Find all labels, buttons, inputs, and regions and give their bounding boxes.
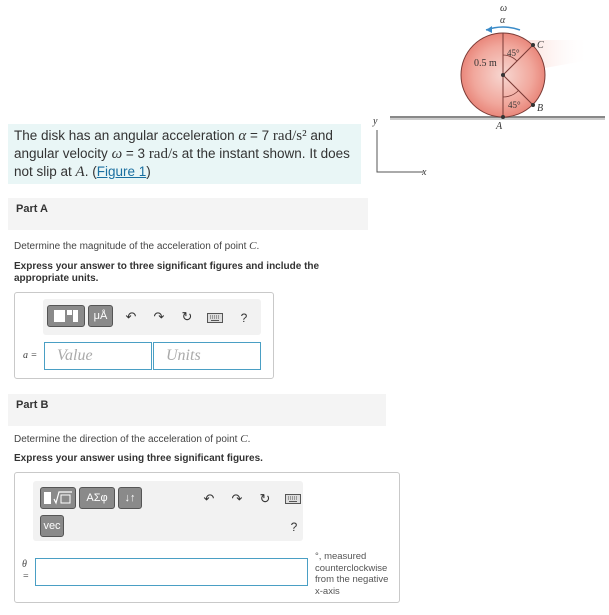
part-b-title: Part B	[16, 399, 49, 411]
help-button[interactable]: ?	[290, 520, 298, 534]
keyboard-icon[interactable]	[207, 313, 223, 323]
part-a-question: Determine the magnitude of the acceleration of point C.	[14, 240, 260, 252]
templates-icon	[53, 309, 79, 323]
theta-equals: =	[23, 571, 29, 582]
axis-y-label: y	[373, 116, 378, 127]
part-b-question: Determine the direction of the acceleration of point C.	[14, 433, 251, 445]
part-a-instruction: Express your answer to three significant figures and include the appropriate units.	[14, 261, 320, 284]
alpha-label: α	[500, 15, 506, 26]
point-b-label: B	[537, 103, 544, 114]
problem-statement: The disk has an angular acceleration α = 7 rad/s² and angular velocity ω = 3 rad/s at the instant shown. It does not slip at A. (Figure 1)	[8, 124, 361, 184]
acc-unit: rad/s²	[272, 128, 307, 144]
templates-button[interactable]	[47, 305, 85, 327]
direction-input[interactable]	[35, 558, 308, 586]
templates-button[interactable]	[40, 487, 76, 509]
unit-note: °, measured counterclockwise from the negative x-axis	[315, 551, 389, 597]
keyboard-icon[interactable]	[285, 494, 301, 504]
reset-icon[interactable]: ↻	[259, 491, 271, 506]
reset-icon[interactable]: ↻	[181, 309, 193, 324]
redo-icon[interactable]: ↷	[153, 309, 165, 324]
part-a-title: Part A	[16, 203, 48, 215]
vel-unit: rad/s	[148, 146, 178, 162]
omega-label: ω	[500, 3, 508, 14]
a-label: a =	[23, 350, 38, 361]
theta-label: θ	[22, 559, 27, 570]
axes	[377, 130, 423, 172]
part-a-answer-panel	[14, 292, 274, 379]
undo-icon[interactable]: ↶	[125, 309, 137, 324]
sort-button[interactable]: ↓↑	[118, 487, 142, 509]
angle-top-label: 45°	[507, 48, 520, 58]
omega-symbol: ω	[111, 146, 123, 162]
point-c-label: C	[537, 40, 544, 51]
disk-figure	[360, 0, 609, 185]
help-button[interactable]: ?	[240, 311, 248, 325]
vec-button[interactable]: vec	[40, 515, 64, 537]
axis-x-label: x	[422, 167, 427, 178]
value-input[interactable]: Value	[44, 342, 152, 370]
angle-bottom-label: 45°	[508, 100, 521, 110]
alpha-symbol: α	[238, 128, 247, 144]
greek-button[interactable]: ΑΣφ	[79, 487, 115, 509]
part-b-header[interactable]	[8, 394, 386, 426]
undo-icon[interactable]: ↶	[203, 491, 215, 506]
part-a-header[interactable]	[8, 198, 368, 230]
units-input[interactable]: Units	[153, 342, 261, 370]
units-button[interactable]: μÅ	[88, 305, 113, 327]
part-b-answer-panel	[14, 472, 400, 603]
radius-label: 0.5 m	[474, 58, 497, 69]
figure-link[interactable]: Figure 1	[96, 164, 147, 179]
redo-icon[interactable]: ↷	[231, 491, 243, 506]
sqrt-template-icon	[43, 491, 73, 505]
point-a-label: A	[496, 121, 503, 132]
part-b-instruction: Express your answer using three significant figures.	[14, 453, 263, 464]
